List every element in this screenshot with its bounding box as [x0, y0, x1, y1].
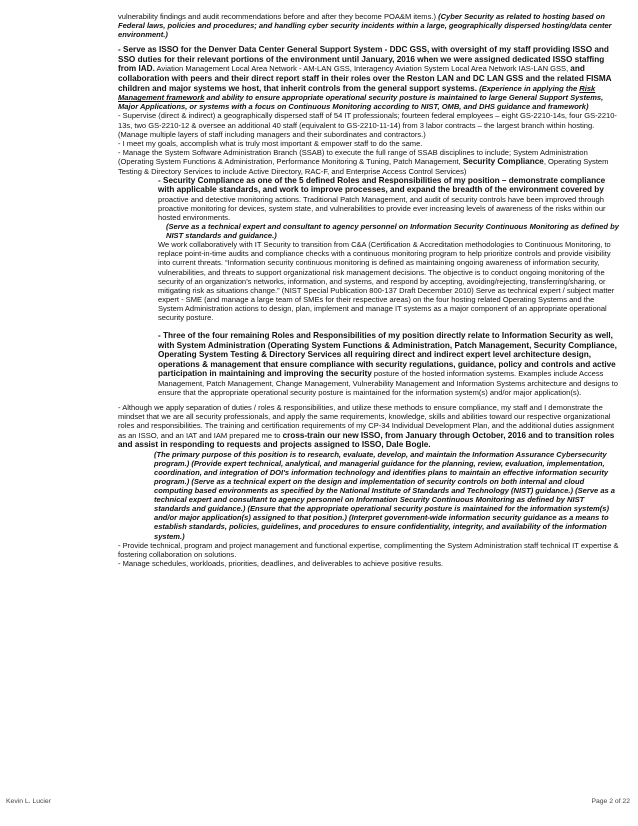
text: - Manage the System Software Administration Branch (SSAB) to execute the full range of SSAB disciplines to include; System Administration (Operating System Functions & Administration, Performance Monitoring & Tuning, Patch Management,	[118, 147, 588, 166]
paragraph-isso-ddc-gss	[118, 45, 620, 111]
italic-note: (Cyber Security as related to hosting based on Federal laws, policies and procedures; and handling cyber security incidents within a large, geographically dispersed hosting/data center environment.)	[118, 12, 612, 40]
paragraph-supervise-staff: - Supervise (direct & indirect) a geographically dispersed staff of 54 IT professionals; fourteen federal employees – eight GS-2210-14s, four GS-2210-13s, two GS-2210-12 & oversee an additional 40 staff (equivalent to GS-2210-11-14) from 3 labor contracts – the largest branch within hosting. (Manage multiple layers of staff including managers and their subordinates and contractors.)	[118, 111, 617, 139]
paragraph-technical-expert-note: (Serve as a technical expert and consultant to agency personnel on Information Security Continuous Monitoring as defined by NIST standards and guidance.)	[166, 222, 619, 241]
text: Aviation Management Local Area Network - AM-LAN GSS, Interagency Aviation System Local Area Network IAS-LAN GSS,	[154, 64, 571, 74]
footer-author: Kevin L. Lucier	[6, 798, 51, 805]
bold-text: and collaboration with peers and their direct report staff in their roles over the Reston LAN and DC LAN GSS and the related FISMA children and major systems we host, that inherit controls from the general support systems.	[118, 64, 612, 93]
bold-text: Security Compliance	[462, 156, 544, 166]
paragraph-continuous-monitoring: We work collaboratively with IT Security to transition from C&A (Certification & Accreditation methodologies to Continuous Monitoring, to replace point-in-time audits and compliance checks with a continuous monitoring program to help prioritize controls and provide visibility into current threats. “Information security continuous monitoring is defined as maintaining ongoing awareness of information security, vulnerabilities, and threats to support organizational risk management decisions. The objective is to conduct ongoing monitoring of the security of an organization’s networks, information, and systems, and respond by accepting, avoiding/rejecting, transferring/sharing, or mitigating risk as situations change.” (NIST Special Publication 800-137 Draft December 2010) Serve as technical expert / subject matter expert - SME (and manage a large team of SMEs for their respective areas) on the four hosting related Operating Systems and the System Administration actions to design, plan, implement and manage IT systems as a major component of an appropriate operational security posture.	[158, 240, 615, 322]
bold-text: - Security Compliance as one of the 5 defined Roles and Responsibilities of my position – demonstrate compliance with applicable standards, and work to improve processes, and expand the breadth of the environment covered by	[158, 175, 606, 195]
underlined-note: Risk Management framework	[118, 83, 596, 103]
paragraph-manage-ssab	[118, 148, 620, 176]
italic-note: and ability to ensure appropriate operational security posture is maintained to large General Support Systems, Major Applications, or systems with a focus on Continuous Monitoring according to NIST, OMB, and DHS guidance and framework)	[118, 93, 604, 112]
text: vulnerability findings and audit recommendations before and after they become POA&M items.)	[118, 12, 439, 21]
bold-text: cross-train our new ISSO, from January through October, 2016 and to transition roles and assist in responding to requests and projects assigned to ISSO, Dale Bogle.	[118, 430, 615, 450]
document-body	[118, 12, 620, 568]
text: - Although we apply separation of duties / roles & responsibilities, and utilize these methods to ensure compliance, my staff and I demonstrate the mindset that we are all security professionals, and apply the same requirements, knowledge, skills and abilities toward our respective organizational roles and responsibilities. The training and certification requirements of my CP-34 Individual Development Plan, and the additional duties assignment as an ISSO, and an IAT and IAM prepared me to	[118, 403, 615, 440]
bold-text: - Three of the four remaining Roles and Responsibilities of my position directly relate to Information Security as well, with System Administration (Operating System Functions & Administration, Patch Management, Security Compliance, Operating System Testing & Directory Services all requiring direct and indirect expert level architecture design, operations & management that ensure compliance with security regulations, guidance, policy and controls and active participation in maintaining and improving the security	[158, 331, 617, 379]
paragraph-primary-purpose: (The primary purpose of this position is to research, evaluate, develop, and maintain the Information Assurance Cybersecurity program.) (Provide expert technical, analytical, and managerial guidance for the planning, review, evaluation, implementation, coordination, and integration of DOI's information technology and identifies plans to maintain an effective information security program.) (Serve as a technical expert on the design and implementation of security controls on both internal and cloud computing based environments as specified by the National Institute of Standards and Technology (NIST) guidance.) (Serve as a technical expert and consultant to agency personnel on Information Security Continuous Monitoring as defined by NIST standards and guidance.) (Ensure that the appropriate operational security posture is maintained for the information system(s) and/or major application(s) assigned to that position.) (Interpret government-wide information security guidance as a means to establish standards, policies, guidelines, and procedures to ensure confidentiality, integrity, and availability of the information system.)	[154, 449, 616, 541]
paragraph-meet-goals: - I meet my goals, accomplish what is truly most important & empower staff to do the same.	[118, 138, 423, 148]
paragraph-security-compliance	[158, 176, 620, 222]
text: , Operating System Testing & Directory Services to include Active Directory, RAC-F, and Enterprise Access Control Services)	[118, 156, 609, 176]
footer-page-number: Page 2 of 22	[591, 798, 630, 805]
text: proactive and detective monitoring actions. Traditional Patch Management, and audit of security controls have been improved through proactive monitoring for devices, system state, and vulnerabilities to provide ever increasing levels of awareness of the risks within our hosted environments.	[158, 194, 606, 222]
italic-note: (Experience in applying the	[476, 83, 580, 93]
paragraph-manage-schedules: - Manage schedules, workloads, priorities, deadlines, and deliverables to achieve positive results.	[118, 558, 444, 568]
paragraph-vulnerability-findings	[118, 12, 620, 39]
bold-text: - Serve as ISSO for the Denver Data Center General Support System - DDC GSS, with oversight of my staff providing ISSO and SSO duties for their relevant portions of the environment until January, 2016 when we were assigned dedicated ISSO staffing from IAD.	[118, 45, 609, 74]
paragraph-provide-technical: - Provide technical, program and project management and functional expertise, complimenting the System Administration staff technical IT expertise & fostering collaboration on solutions.	[118, 540, 619, 559]
paragraph-roles-responsibilities	[158, 331, 620, 397]
text: posture of the hosted information systems. Examples include Access Management, Patch Management, Change Management, Vulnerability Management and Information Systems architecture and designs to ensure that the appropriate operational security posture is maintained for the information system(s) and/or major application(s).	[158, 369, 618, 398]
paragraph-separation-of-duties	[118, 403, 620, 449]
